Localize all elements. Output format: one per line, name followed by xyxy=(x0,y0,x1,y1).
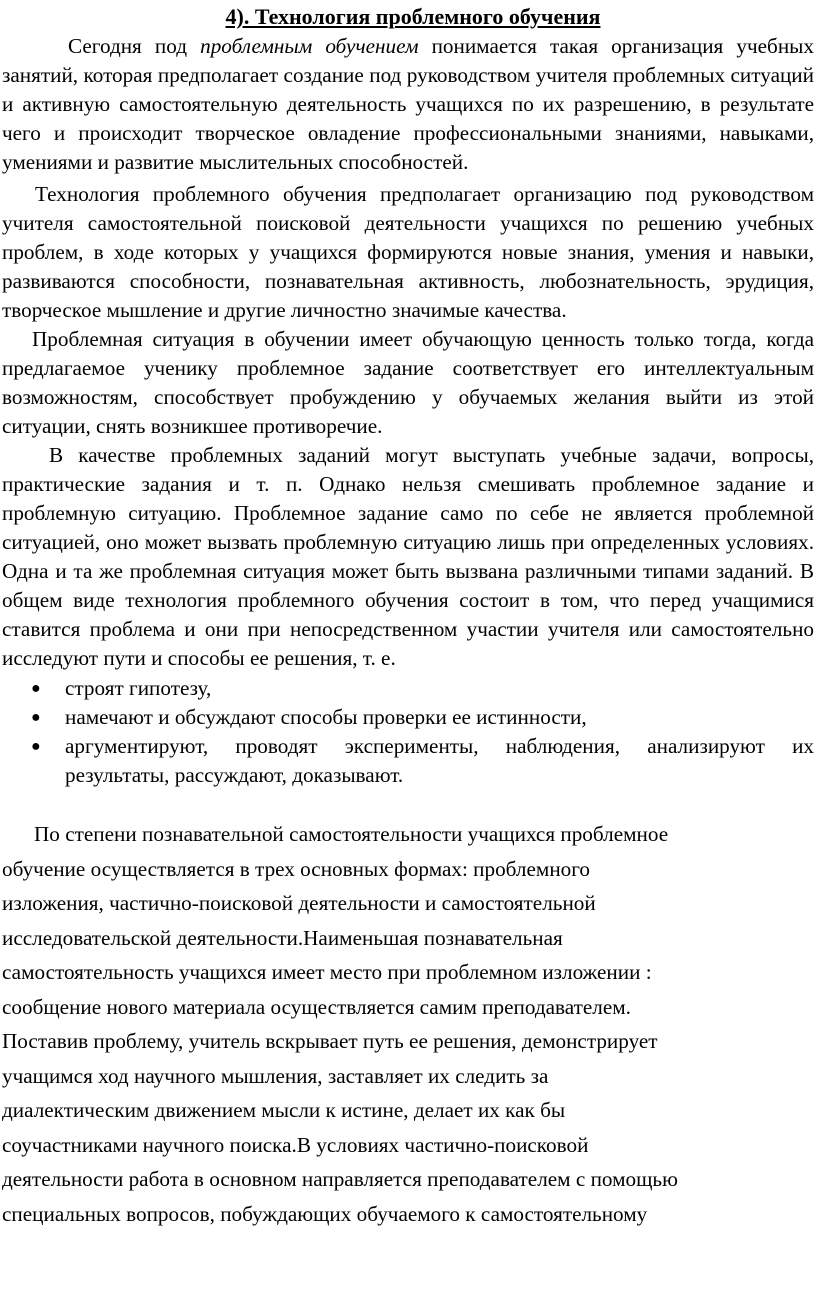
text-line-content: сообщение нового материала осуществляется самим преподавателем. xyxy=(2,994,631,1019)
text-line xyxy=(2,1162,814,1197)
list-item xyxy=(2,732,814,790)
italic-term: проблемным обучением xyxy=(200,34,419,58)
paragraph-forms xyxy=(2,817,814,1231)
section-title: 4). Технология проблемного обучения xyxy=(225,4,601,29)
text-line xyxy=(2,1128,814,1163)
text-line xyxy=(2,886,814,921)
text-line-content: обучение осуществляется в трех основных формах: проблемного xyxy=(2,856,591,881)
text-line-content: изложения, частично-поисковой деятельности и самостоятельной xyxy=(2,891,596,915)
text-line xyxy=(2,921,814,956)
text-line xyxy=(2,990,814,1025)
list-item xyxy=(2,674,814,703)
paragraph-technology: Технология проблемного обучения предполагает организацию под руководством учителя самостоятельной поисковой деятельности учащихся по решению учебных проблем, в ходе которых у учащихся формируются новые знания, умения и навыки, развиваются способности, познавательная активность, любознательность, эрудиция, творческое мышление и другие личностно значимые качества. xyxy=(2,182,814,322)
paragraph-definition-rest: понимается такая организация учебных занятий, которая предполагает создание под руководством учителя проблемных ситуаций и активную самостоятельную деятельность учащихся по их разрешению, в результате чего и происходит творческое овладение профессиональными знаниями, навыками, умениями и развитие мыслительных способностей. xyxy=(2,34,814,174)
text-line-content: По степени познавательной самостоятельности учащихся проблемное xyxy=(34,822,669,846)
list-item-text: строят гипотезу, xyxy=(65,676,212,700)
list-item xyxy=(2,703,814,732)
list-item-text: аргументируют, проводят эксперименты, наблюдения, анализируют их результаты, рассуждают, доказывают. xyxy=(65,734,814,787)
bullet-list xyxy=(2,674,814,790)
text-line xyxy=(2,1197,814,1232)
paragraph-problem-tasks: В качестве проблемных заданий могут выступать учебные задачи, вопросы, практические задания и т. п. Однако нельзя смешивать проблемное задание и проблемную ситуацию. Проблемное задание само по себе не является проблемной ситуацией, оно может вызвать проблемную ситуацию лишь при определенных условиях. Одна и та же проблемная ситуация может быть вызвана различными типами заданий. В общем виде технология проблемного обучения состоит в том, что перед учащимися ставится проблема и они при непосредственном участии учителя или самостоятельно исследуют пути и способы ее решения, т. е. xyxy=(2,443,814,670)
list-item-text: намечают и обсуждают способы проверки ее истинности, xyxy=(65,705,587,729)
paragraph-problem-situation: Проблемная ситуация в обучении имеет обучающую ценность только тогда, когда предлагаемое ученику проблемное задание соответствует его интеллектуальным возможностям, способствует пробуждению у обучаемых желания выйти из этой ситуации, снять возникшее противоречие. xyxy=(2,327,814,438)
text-line-content: специальных вопросов, побуждающих обучаемого к самостоятельному xyxy=(2,1201,648,1226)
text-line xyxy=(2,852,814,887)
bullet-icon: ● xyxy=(31,680,41,697)
paragraph-definition xyxy=(2,32,814,177)
paragraph-definition-start: Сегодня под xyxy=(68,34,201,58)
text-line-content: соучастниками научного поиска.В условиях частично-поисковой xyxy=(2,1132,589,1157)
text-line xyxy=(2,1093,814,1128)
text-line-content: диалектическим движением мысли к истине, делает их как бы xyxy=(2,1098,566,1122)
text-line-content: учащимся ход научного мышления, заставляет их следить за xyxy=(2,1063,549,1088)
text-line-content: самостоятельность учащихся имеет место при проблемном изложении : xyxy=(2,960,652,984)
text-line-content: деятельности работа в основном направляется преподавателем с помощью xyxy=(2,1167,678,1191)
bullet-icon: ● xyxy=(31,709,41,726)
text-line-content: исследовательской деятельности.Наименьшая познавательная xyxy=(2,925,563,950)
text-line xyxy=(2,1024,814,1059)
text-line xyxy=(2,817,814,852)
text-line xyxy=(2,955,814,990)
bullet-icon: ● xyxy=(31,738,41,755)
text-line xyxy=(2,1059,814,1094)
text-line-content: Поставив проблему, учитель вскрывает путь ее решения, демонстрирует xyxy=(2,1029,658,1053)
